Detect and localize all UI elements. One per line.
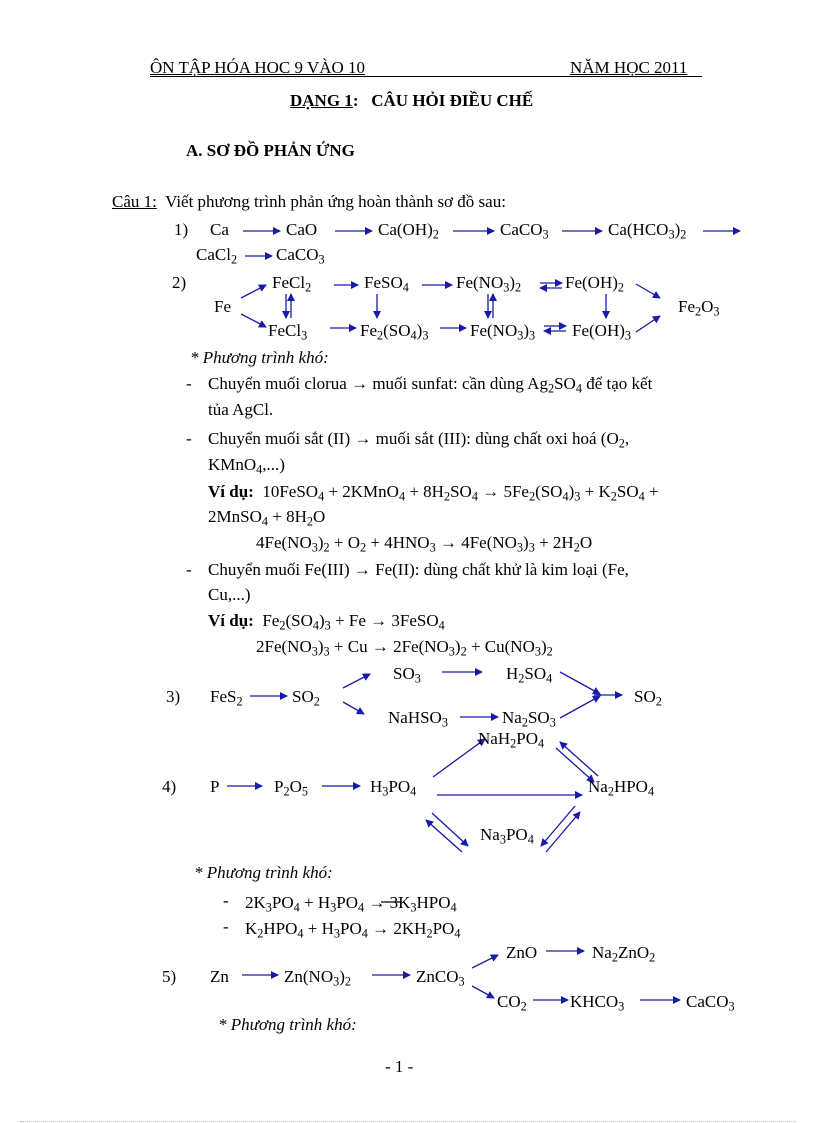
page-number: - 1 - [385, 1057, 414, 1076]
dash-5: - [223, 917, 229, 936]
s1-ca: Ca [210, 220, 229, 239]
s5-na2zno2: $Na_2ZnO_2$ [592, 943, 656, 965]
s2-fecl2: FeCl$_2$ [272, 273, 312, 295]
s2-fe2o3: $Fe_2O_3$ [678, 297, 720, 319]
s2-fe2so43: $Fe_2(SO_4)_3$ [360, 321, 429, 343]
note-1a: Chuyển muối clorua [208, 374, 347, 393]
page-bottom-rule [20, 1121, 796, 1122]
s5-zno: ZnO [506, 943, 538, 962]
note-2-line-1: Chuyển muối sắt (II) → muối sắt (III): dùng chất oxi hoá ($O_2$, [208, 429, 630, 451]
s5-co2: $CO_2$ [497, 992, 527, 1014]
scheme-2-number: 2) [172, 273, 187, 292]
note-2-example-cont: 2MnSO$_4$ + $8H_2O$ [208, 507, 326, 529]
header-left: ÔN TẬP HÓA HOC 9 VÀO 10 [150, 58, 366, 77]
note-2a: Chuyển muối sắt (II) [208, 429, 351, 448]
hard-eq-1: $2K_3PO_4 + H_3PO_4 \to 3K_3HPO_4$ [245, 893, 457, 915]
s5-znno32: $Zn(NO_3)_2$ [284, 967, 352, 989]
s5-zn: Zn [210, 967, 229, 986]
s2-feoh3: $Fe(OH)_3$ [572, 321, 632, 343]
scheme-1-number: 1) [174, 220, 189, 239]
s1-caco3: CaCO$_3$ [500, 220, 549, 242]
note-3a: Chuyển muối Fe(III) [208, 560, 350, 579]
title-text: CÂU HỎI ĐIỀU CHẾ [371, 91, 534, 110]
s2-feoh2: $Fe(OH)_2$ [565, 273, 625, 295]
dash-3: - [186, 560, 192, 579]
s3-fes2: FeS$_2$ [210, 687, 243, 709]
s5-caco3: CaCO$_3$ [686, 992, 735, 1014]
note-3-example-2: $2Fe(NO_3)_3 + Cu \to 2Fe(NO_3)_2 + Cu(NO_3)_2$ [256, 637, 553, 659]
s4-na2hpo4: $Na_2HPO_4$ [588, 777, 655, 799]
dash-2: - [186, 429, 192, 448]
s3-so2-end-text: SO [634, 687, 656, 706]
note-2-line-2: KMnO$_4$,...) [208, 455, 285, 477]
note-1-line-1: Chuyển muối clorua → muối sunfat: cần dùng $Ag_2SO_4$ để tạo kết [208, 374, 653, 396]
s1-caco3-end: CaCO$_3$ [276, 245, 325, 267]
example-label-2: Ví dụ: [208, 611, 254, 630]
title-label: DẠNG 1 [290, 91, 353, 110]
note-3-example: Ví dụ: $Fe_2(SO_4)_3 + Fe$ → 3FeSO$_4$ [208, 611, 445, 633]
note-3-line-2: Cu,...) [208, 585, 251, 604]
s4-p2o5: $P_2O_5$ [274, 777, 308, 799]
s2-feno33: $Fe(NO_3)_3$ [470, 321, 536, 343]
question-text: Viết phương trình phản ứng hoàn thành sơ đồ sau: [165, 192, 506, 211]
example-label-1: Ví dụ: [208, 482, 254, 501]
s4-h3po4: $H_3PO_4$ [370, 777, 417, 799]
s3-so2: $SO_2$ [292, 687, 320, 709]
note-2-example: Ví dụ: 10FeSO$_4$ + 2KMnO$_4$ + $8H_2SO_4 \to 5Fe_2(SO_4)_3 + K_2SO_4$ + [208, 482, 659, 504]
section-heading: A. SƠ ĐỒ PHẢN ỨNG [186, 141, 355, 160]
s4-nah2po4: $NaH_2PO_4$ [478, 729, 545, 751]
hard-eq-2: $K_2HPO_4 + H_3PO_4 \to 2KH_2PO_4$ [245, 919, 461, 941]
s3-so3: $SO_3$ [393, 664, 421, 686]
s3-so2-end: $SO_2$ [634, 687, 662, 709]
note-3-line-1: Chuyển muối Fe(III) → Fe(II): dùng chất khử là kim loại (Fe, [208, 560, 629, 579]
hard-label-1: * Phương trình khó: [190, 348, 329, 367]
dash-1: - [186, 374, 192, 393]
dash-4: - [223, 891, 229, 910]
hard-label-2: * Phương trình khó: [194, 863, 333, 882]
s3-nahso3: NaHSO$_3$ [388, 708, 448, 730]
note-3b: Fe(II): dùng chất khử là kim loại (Fe, [375, 560, 629, 579]
note-1-line-2: tủa AgCl. [208, 400, 274, 419]
s2-feso4: FeSO$_4$ [364, 273, 409, 295]
s1-cahco3: $Ca(HCO_3)_2$ [608, 220, 687, 242]
scheme-3-number: 3) [166, 687, 181, 706]
s1-cacl2: CaCl$_2$ [196, 245, 238, 267]
s5-znco3: ZnCO$_3$ [416, 967, 465, 989]
scheme-4-number: 4) [162, 777, 177, 796]
s4-na3po4: $Na_3PO_4$ [480, 825, 534, 847]
s1-caoh2: $Ca(OH)_2$ [378, 220, 439, 242]
note-2-example-2: $4Fe(NO_3)_2 + O_2 + 4HNO_3 \to 4Fe(NO_3)_3 + 2H_2O$ [256, 533, 593, 555]
header-right: NĂM HỌC 2011 [570, 58, 688, 77]
note-1b: muối sunfat: cần dùng [372, 374, 524, 393]
s3-h2so4: $H_2SO_4$ [506, 664, 553, 686]
question-label: Câu 1: [112, 192, 157, 211]
note-1c: để tạo kết [586, 374, 653, 393]
s3-na2so3: $Na_2SO_3$ [502, 708, 556, 730]
s2-fecl3: FeCl$_3$ [268, 321, 308, 343]
scheme-5-number: 5) [162, 967, 177, 986]
s2-feno32: $Fe(NO_3)_2$ [456, 273, 522, 295]
hard-label-3: * Phương trình khó: [218, 1015, 357, 1034]
page-title: DẠNG 1: CÂU HỎI ĐIỀU CHẾ [290, 91, 534, 110]
note-2b: muối sắt (III): dùng chất oxi hoá (O [375, 429, 619, 448]
s4-p: P [210, 777, 220, 796]
s5-khco3: $KHCO_3$ [570, 992, 625, 1014]
s1-cao: CaO [286, 220, 318, 239]
s2-fe: Fe [214, 297, 231, 316]
